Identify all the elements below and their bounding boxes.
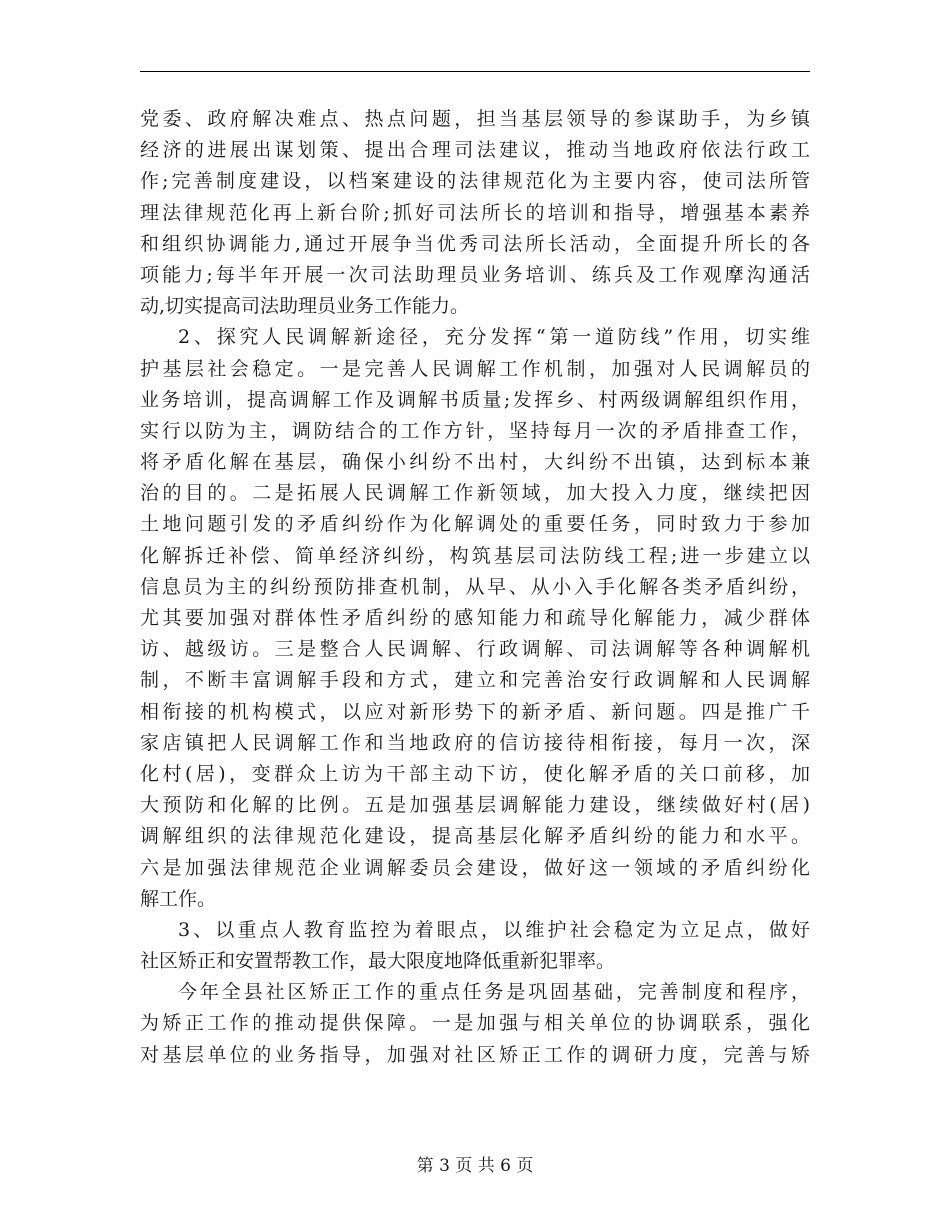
paragraph-2: [140, 322, 810, 915]
text-line: 项能力;每半年开展一次司法助理员业务培训、练兵及工作观摩沟通活: [140, 263, 810, 286]
header-rule: [140, 71, 810, 72]
text-line: 调解组织的法律规范化建设，提高基层化解矛盾纠纷的能力和水平。: [140, 825, 810, 848]
text-line: 大预防和化解的比例。五是加强基层调解能力建设，继续做好村(居): [140, 794, 810, 817]
text-line: 家店镇把人民调解工作和当地政府的信访接待相衔接，每月一次，深: [140, 731, 810, 754]
text-line: 将矛盾化解在基层，确保小纠纷不出村，大纠纷不出镇，达到标本兼: [140, 451, 810, 474]
text-line: 理法律规范化再上新台阶;抓好司法所长的培训和指导，增强基本素养: [140, 201, 810, 224]
paragraph-1: [140, 104, 810, 322]
text-line: 土地问题引发的矛盾纠纷作为化解调处的重要任务，同时致力于参加: [140, 513, 810, 536]
text-line: 今年全县社区矫正工作的重点任务是巩固基础，完善制度和程序，: [178, 981, 810, 1004]
text-line: 访、越级访。三是整合人民调解、行政调解、司法调解等各种调解机: [140, 638, 810, 661]
text-line: 经济的进展出谋划策、提出合理司法建议，推动当地政府依法行政工: [140, 139, 810, 162]
text-line: 解工作。: [140, 887, 217, 910]
text-line: 制，不断丰富调解手段和方式，建立和完善治安行政调解和人民调解: [140, 669, 810, 692]
text-line: 护基层社会稳定。一是完善人民调解工作机制，加强对人民调解员的: [140, 357, 810, 380]
text-line: 六是加强法律规范企业调解委员会建设，做好这一领域的矛盾纠纷化: [140, 856, 810, 879]
text-line: 信息员为主的纠纷预防排查机制，从早、从小入手化解各类矛盾纠纷，: [140, 575, 810, 598]
paragraph-3: [140, 915, 810, 977]
text-line: 业务培训，提高调解工作及调解书质量;发挥乡、村两级调解组织作用，: [140, 388, 810, 411]
text-line: 和组织协调能力,通过开展争当优秀司法所长活动，全面提升所长的各: [140, 232, 810, 255]
text-line: 对基层单位的业务指导，加强对社区矫正工作的调研力度，完善与矫: [140, 1043, 810, 1066]
text-line: 2、探究人民调解新途径，充分发挥“第一道防线”作用，切实维: [178, 326, 810, 349]
text-line: 党委、政府解决难点、热点问题，担当基层领导的参谋助手，为乡镇: [140, 108, 810, 130]
text-line: 治的目的。二是拓展人民调解工作新领域，加大投入力度，继续把因: [140, 482, 810, 505]
text-line: 为矫正工作的推动提供保障。一是加强与相关单位的协调联系，强化: [140, 1012, 810, 1035]
text-line: 实行以防为主，调防结合的工作方针，坚持每月一次的矛盾排查工作，: [140, 419, 810, 442]
paragraph-4: [140, 977, 810, 1071]
text-line: 相衔接的机构模式，以应对新形势下的新矛盾、新问题。四是推广千: [140, 700, 810, 723]
text-line: 3、以重点人教育监控为着眼点，以维护社会稳定为立足点，做好: [178, 918, 810, 941]
text-line: 社区矫正和安置帮教工作，最大限度地降低重新犯罪率。: [140, 950, 616, 973]
text-line: 动,切实提高司法助理员业务工作能力。: [140, 295, 470, 318]
text-line: 尤其要加强对群体性矛盾纠纷的感知能力和疏导化解能力，减少群体: [140, 607, 810, 629]
document-body: [140, 104, 810, 1071]
text-line: 化村(居)，变群众上访为干部主动下访，使化解矛盾的关口前移，加: [140, 762, 810, 785]
text-line: 化解拆迁补偿、简单经济纠纷，构筑基层司法防线工程;进一步建立以: [140, 544, 810, 567]
text-line: 作;完善制度建设，以档案建设的法律规范化为主要内容，使司法所管: [140, 170, 810, 193]
page-number-footer: 第 3 页 共 6 页: [416, 1156, 534, 1176]
